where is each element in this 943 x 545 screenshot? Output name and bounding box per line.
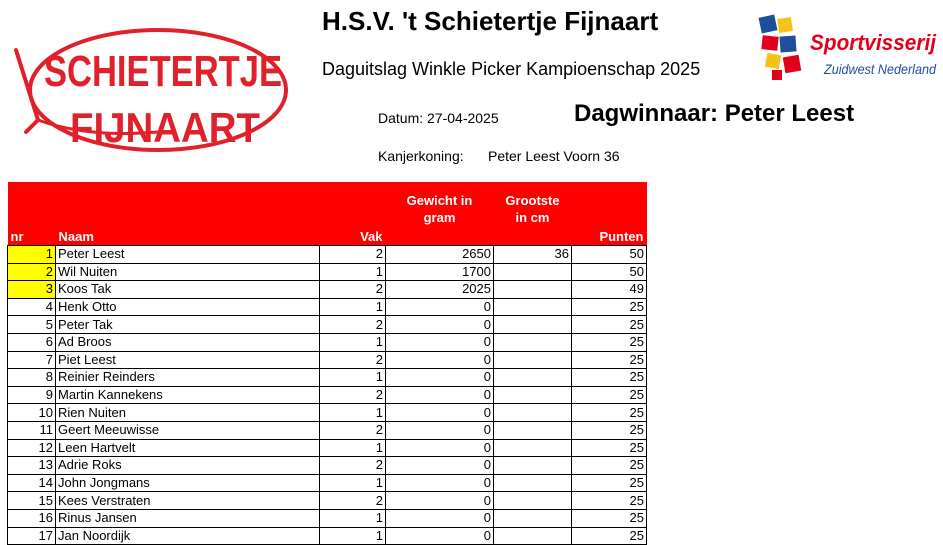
cell-grootste (494, 439, 572, 457)
cell-gewicht: 0 (386, 421, 494, 439)
table-row (8, 351, 647, 369)
cell-naam: Rinus Jansen (56, 509, 320, 527)
cell-grootste (494, 509, 572, 527)
cell-grootste (494, 298, 572, 316)
cell-nr: 12 (8, 439, 56, 457)
cell-grootste (494, 457, 572, 475)
header-gewicht-line2: gram (423, 210, 456, 225)
table-row (8, 492, 647, 510)
cell-vak: 1 (320, 263, 386, 281)
cell-punten: 25 (572, 527, 647, 545)
cell-gewicht: 0 (386, 386, 494, 404)
cell-punten: 25 (572, 474, 647, 492)
header-punten: Punten (572, 182, 647, 246)
cell-vak: 1 (320, 404, 386, 422)
cell-vak: 1 (320, 333, 386, 351)
cell-naam: Jan Noordijk (56, 527, 320, 545)
sportvisserij-logo (758, 14, 940, 84)
club-logo (8, 20, 290, 154)
kanjerkoning-label: Kanjerkoning: (378, 148, 464, 164)
cell-punten: 25 (572, 369, 647, 387)
cell-vak: 1 (320, 439, 386, 457)
cell-grootste (494, 351, 572, 369)
cell-vak: 2 (320, 386, 386, 404)
cell-punten: 49 (572, 281, 647, 299)
table-row (8, 333, 647, 351)
cell-punten: 25 (572, 404, 647, 422)
cell-gewicht: 0 (386, 351, 494, 369)
cell-punten: 25 (572, 298, 647, 316)
page-title: H.S.V. 't Schietertje Fijnaart (322, 6, 659, 36)
table-row (8, 263, 647, 281)
header-nr: nr (8, 182, 56, 246)
cell-punten: 25 (572, 457, 647, 475)
cell-nr: 11 (8, 421, 56, 439)
cell-punten: 25 (572, 386, 647, 404)
cell-grootste (494, 281, 572, 299)
cell-nr: 8 (8, 369, 56, 387)
cell-naam: Adrie Roks (56, 457, 320, 475)
header-gewicht (386, 182, 494, 246)
cell-vak: 2 (320, 457, 386, 475)
cell-nr: 3 (8, 281, 56, 299)
header-grootste-line2: in cm (515, 210, 550, 225)
cell-vak: 2 (320, 421, 386, 439)
cell-vak: 2 (320, 492, 386, 510)
cell-gewicht: 1700 (386, 263, 494, 281)
cell-vak: 1 (320, 509, 386, 527)
cell-gewicht: 2025 (386, 281, 494, 299)
header-grootste-line1: Grootste (505, 193, 560, 208)
cell-nr: 16 (8, 509, 56, 527)
table-row (8, 457, 647, 475)
cell-grootste (494, 263, 572, 281)
cell-punten: 25 (572, 316, 647, 334)
table-row (8, 246, 647, 264)
cell-naam: Leen Hartvelt (56, 439, 320, 457)
cell-naam: Wil Nuiten (56, 263, 320, 281)
cell-gewicht: 0 (386, 439, 494, 457)
cell-nr: 17 (8, 527, 56, 545)
cell-gewicht: 0 (386, 474, 494, 492)
cell-grootste (494, 369, 572, 387)
cell-gewicht: 0 (386, 492, 494, 510)
cell-nr: 10 (8, 404, 56, 422)
cell-naam: Martin Kannekens (56, 386, 320, 404)
cell-grootste (494, 316, 572, 334)
cell-nr: 5 (8, 316, 56, 334)
club-logo-line2: FIJNAART (70, 104, 261, 151)
cell-punten: 50 (572, 263, 647, 281)
cell-naam: Ad Broos (56, 333, 320, 351)
table-row (8, 509, 647, 527)
table-row (8, 474, 647, 492)
header-grootste (494, 182, 572, 246)
club-logo-line1: SCHIETERTJE (44, 47, 282, 96)
header-naam: Naam (56, 182, 320, 246)
page-subtitle: Daguitslag Winkle Picker Kampioenschap 2025 (322, 59, 701, 79)
cell-grootste (494, 474, 572, 492)
cell-naam: Kees Verstraten (56, 492, 320, 510)
table-row (8, 281, 647, 299)
cell-vak: 1 (320, 298, 386, 316)
header-vak: Vak (320, 182, 386, 246)
cell-gewicht: 0 (386, 298, 494, 316)
sportvisserij-logo-line1: Sportvisserij (810, 30, 937, 55)
cell-gewicht: 0 (386, 457, 494, 475)
day-winner: Dagwinnaar: Peter Leest (574, 100, 855, 127)
table-header-row (8, 182, 647, 246)
cell-nr: 14 (8, 474, 56, 492)
cell-gewicht: 0 (386, 316, 494, 334)
cell-nr: 6 (8, 333, 56, 351)
cell-nr: 4 (8, 298, 56, 316)
cell-grootste: 36 (494, 246, 572, 264)
cell-gewicht: 0 (386, 333, 494, 351)
table-row (8, 421, 647, 439)
cell-vak: 1 (320, 527, 386, 545)
cell-punten: 25 (572, 492, 647, 510)
kanjerkoning-value: Peter Leest Voorn 36 (488, 148, 620, 164)
cell-gewicht: 0 (386, 369, 494, 387)
cell-vak: 2 (320, 316, 386, 334)
cell-nr: 7 (8, 351, 56, 369)
cell-gewicht: 0 (386, 527, 494, 545)
cell-naam: John Jongmans (56, 474, 320, 492)
table-row (8, 404, 647, 422)
cell-grootste (494, 527, 572, 545)
table-row (8, 527, 647, 545)
cell-grootste (494, 421, 572, 439)
cell-nr: 13 (8, 457, 56, 475)
cell-nr: 15 (8, 492, 56, 510)
results-body (8, 246, 647, 545)
cell-punten: 50 (572, 246, 647, 264)
cell-nr: 1 (8, 246, 56, 264)
cell-punten: 25 (572, 333, 647, 351)
table-row (8, 298, 647, 316)
table-row (8, 386, 647, 404)
cell-vak: 2 (320, 281, 386, 299)
cell-grootste (494, 333, 572, 351)
table-row (8, 369, 647, 387)
cell-nr: 9 (8, 386, 56, 404)
cell-vak: 2 (320, 351, 386, 369)
table-row (8, 316, 647, 334)
cell-punten: 25 (572, 439, 647, 457)
results-table (7, 182, 647, 545)
cell-nr: 2 (8, 263, 56, 281)
cell-vak: 1 (320, 369, 386, 387)
cell-naam: Koos Tak (56, 281, 320, 299)
match-date: Datum: 27-04-2025 (378, 110, 499, 126)
cell-naam: Rien Nuiten (56, 404, 320, 422)
cell-punten: 25 (572, 509, 647, 527)
cell-grootste (494, 386, 572, 404)
cell-gewicht: 2650 (386, 246, 494, 264)
cell-naam: Peter Leest (56, 246, 320, 264)
cell-vak: 2 (320, 246, 386, 264)
cell-grootste (494, 404, 572, 422)
cell-naam: Geert Meeuwisse (56, 421, 320, 439)
header-gewicht-line1: Gewicht in (406, 193, 473, 208)
table-row (8, 439, 647, 457)
cell-vak: 1 (320, 474, 386, 492)
cell-naam: Reinier Reinders (56, 369, 320, 387)
cell-grootste (494, 492, 572, 510)
sportvisserij-logo-line2: Zuidwest Nederland (823, 61, 938, 77)
cell-punten: 25 (572, 351, 647, 369)
cell-naam: Peter Tak (56, 316, 320, 334)
cell-punten: 25 (572, 421, 647, 439)
cell-naam: Henk Otto (56, 298, 320, 316)
cell-gewicht: 0 (386, 404, 494, 422)
cell-naam: Piet Leest (56, 351, 320, 369)
cell-gewicht: 0 (386, 509, 494, 527)
